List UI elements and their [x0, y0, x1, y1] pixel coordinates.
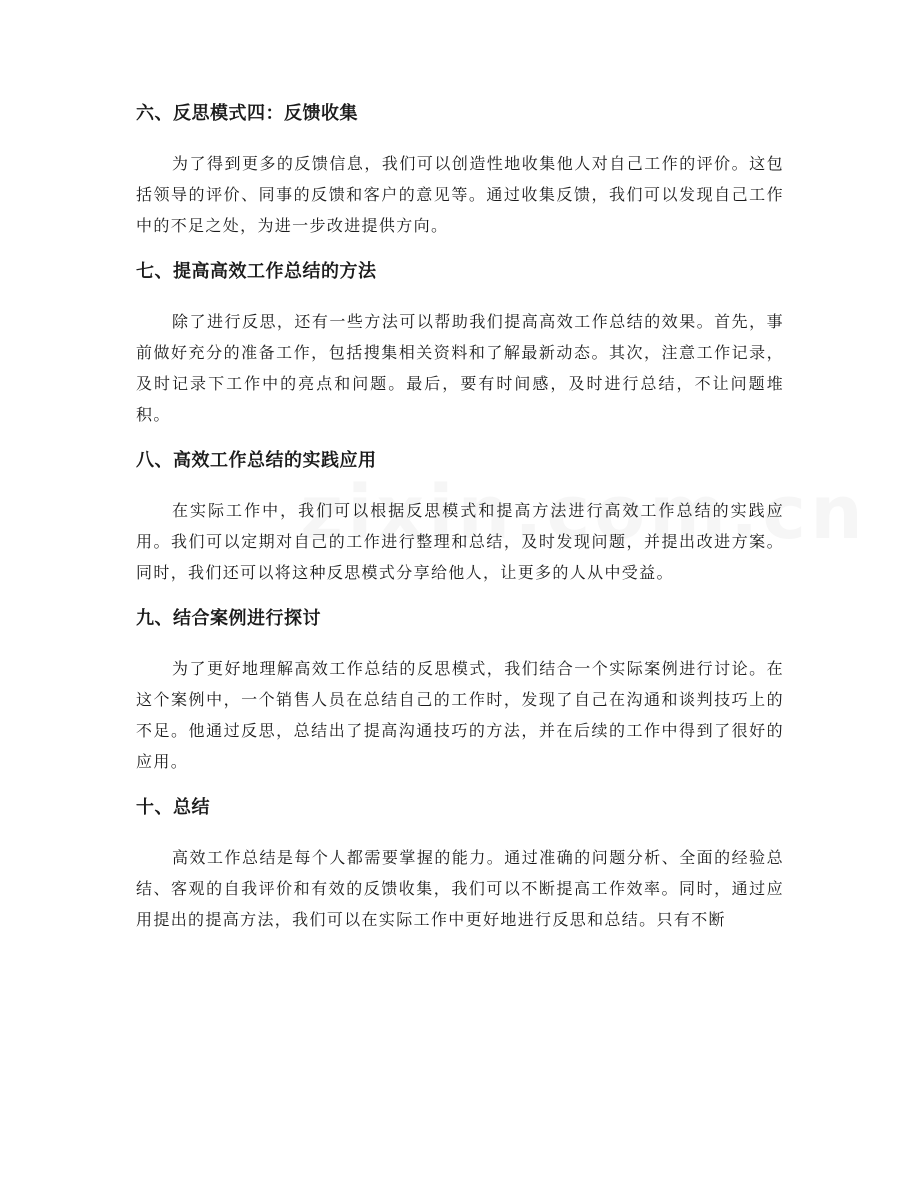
section-feedback-collection: [136, 100, 784, 241]
section-paragraph: 除了进行反思，还有一些方法可以帮助我们提高高效工作总结的效果。首先，事前做好充分的准备工作，包括搜集相关资料和了解最新动态。其次，注意工作记录，及时记录下工作中的亮点和问题。最后，要有时间感，及时进行总结，不让问题堆积。: [136, 312, 784, 424]
section-improvement-methods: [136, 258, 784, 430]
document-page: [136, 100, 784, 952]
section-practical-application: [136, 447, 784, 588]
section-conclusion: [136, 794, 784, 935]
section-paragraph: 高效工作总结是每个人都需要掌握的能力。通过准确的问题分析、全面的经验总结、客观的自我评价和有效的反馈收集，我们可以不断提高工作效率。同时，通过应用提出的提高方法，我们可以在实际工作中更好地进行反思和总结。只有不断: [136, 848, 784, 929]
section-heading: 七、提高高效工作总结的方法: [136, 261, 377, 282]
section-heading: 十、总结: [136, 797, 210, 818]
section-paragraph: 为了得到更多的反馈信息，我们可以创造性地收集他人对自己工作的评价。这包括领导的评价、同事的反馈和客户的意见等。通过收集反馈，我们可以发现自己工作中的不足之处，为进一步改进提供方向。: [136, 154, 784, 235]
section-case-study: [136, 605, 784, 777]
section-heading: 六、反思模式四：反馈收集: [136, 103, 358, 124]
section-paragraph: 在实际工作中，我们可以根据反思模式和提高方法进行高效工作总结的实践应用。我们可以定期对自己的工作进行整理和总结，及时发现问题，并提出改进方案。同时，我们还可以将这种反思模式分享给他人，让更多的人从中受益。: [136, 501, 784, 582]
section-heading: 八、高效工作总结的实践应用: [136, 450, 377, 471]
section-heading: 九、结合案例进行探讨: [136, 608, 321, 629]
section-paragraph: 为了更好地理解高效工作总结的反思模式，我们结合一个实际案例进行讨论。在这个案例中，一个销售人员在总结自己的工作时，发现了自己在沟通和谈判技巧上的不足。他通过反思，总结出了提高沟通技巧的方法，并在后续的工作中得到了很好的应用。: [136, 659, 784, 771]
